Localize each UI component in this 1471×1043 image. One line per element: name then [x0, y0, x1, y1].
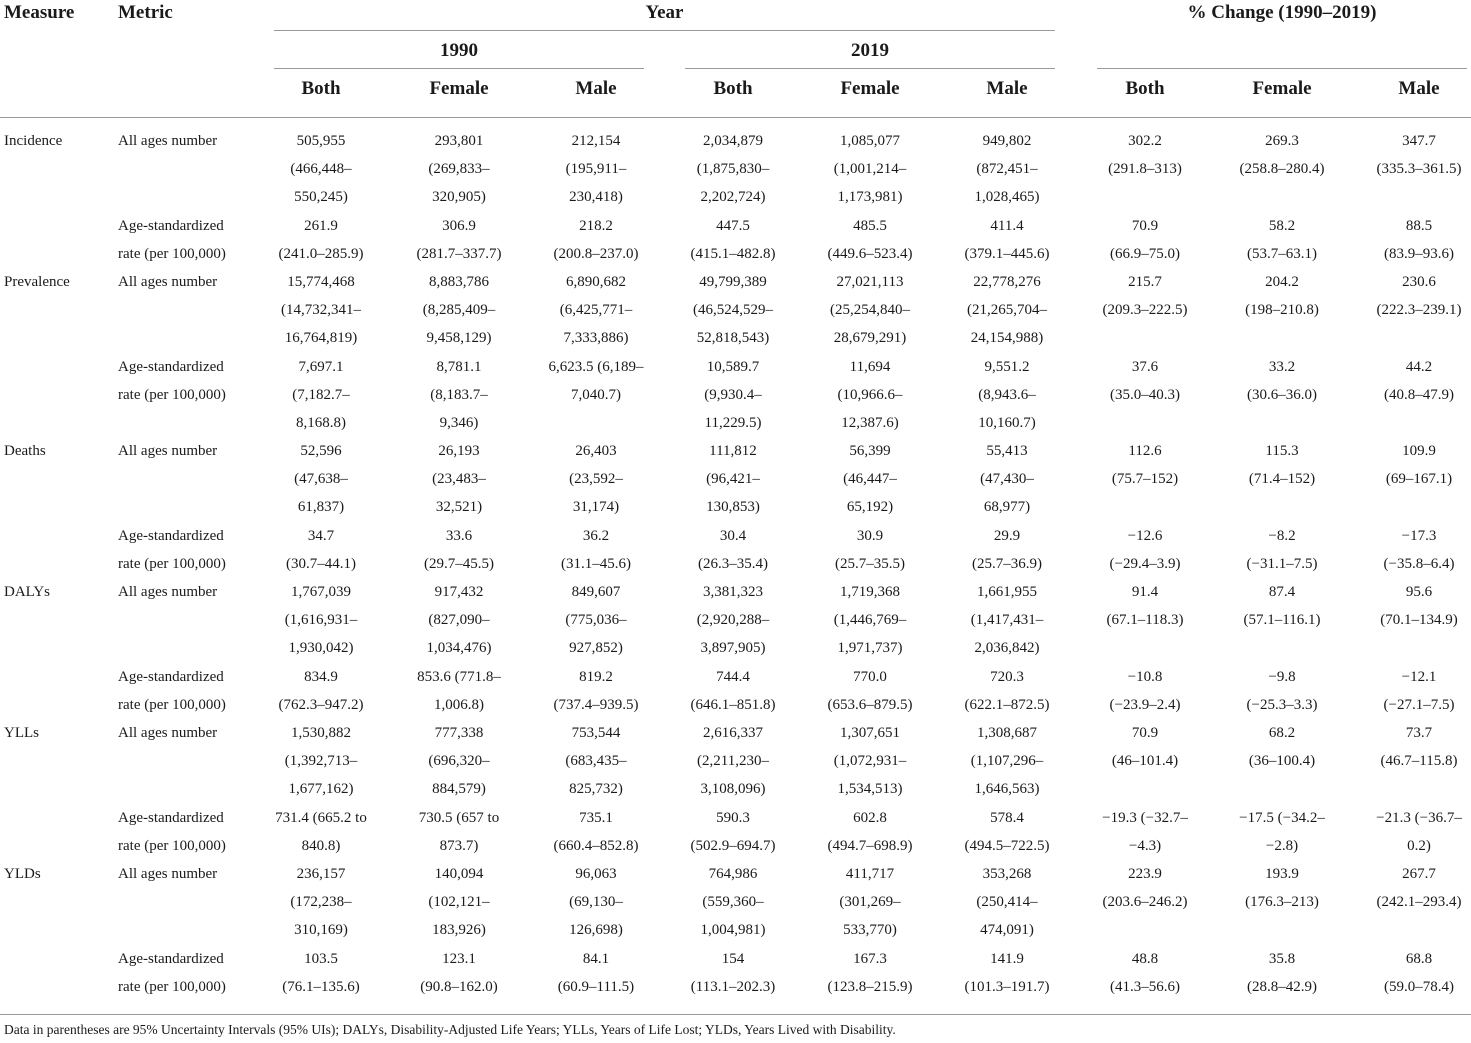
value-cell-2019-female: 411,717 (301,269– 533,770)	[839, 866, 901, 938]
value-cell-pct-female: 33.2 (30.6–36.0)	[1247, 359, 1317, 403]
value-cell-2019-female: 485.5 (449.6–523.4)	[827, 218, 913, 262]
measure-cell: Prevalence	[4, 274, 70, 290]
value-cell-1990-male: 26,403 (23,592– 31,174)	[569, 443, 623, 515]
value-cell-2019-male: 29.9 (25.7–36.9)	[972, 528, 1042, 572]
value-cell-2019-both: 30.4 (26.3–35.4)	[698, 528, 768, 572]
value-cell-pct-female: −9.8 (−25.3–3.3)	[1246, 669, 1318, 713]
header-2019-male: Male	[986, 78, 1028, 99]
value-cell-2019-female: 1,085,077 (1,001,214– 1,173,981)	[833, 133, 907, 205]
value-cell-1990-both: 834.9 (762.3–947.2)	[278, 669, 364, 713]
metric-cell: Age-standardized rate (per 100,000)	[118, 359, 226, 403]
value-cell-1990-female: 293,801 (269,833– 320,905)	[428, 133, 490, 205]
rule-pct-change	[1097, 68, 1467, 69]
value-cell-2019-male: 22,778,276 (21,265,704– 24,154,988)	[967, 274, 1047, 346]
header-bottom-rule	[0, 117, 1471, 118]
value-cell-1990-male: 735.1 (660.4–852.8)	[553, 810, 639, 854]
value-cell-pct-both: −12.6 (−29.4–3.9)	[1109, 528, 1181, 572]
header-pct-change: % Change (1990–2019)	[1187, 2, 1377, 23]
value-cell-pct-both: 112.6 (75.7–152)	[1111, 443, 1179, 487]
value-cell-pct-male: 109.9 (69–167.1)	[1385, 443, 1453, 487]
value-cell-2019-male: 578.4 (494.5–722.5)	[964, 810, 1050, 854]
value-cell-1990-female: 8,883,786 (8,285,409– 9,458,129)	[422, 274, 496, 346]
value-cell-pct-both: 70.9 (46–101.4)	[1111, 725, 1179, 769]
value-cell-1990-male: 36.2 (31.1–45.6)	[561, 528, 631, 572]
value-cell-1990-female: 123.1 (90.8–162.0)	[420, 951, 498, 995]
value-cell-pct-female: 68.2 (36–100.4)	[1248, 725, 1316, 769]
header-measure: Measure	[4, 2, 75, 23]
header-metric: Metric	[118, 2, 173, 23]
value-cell-1990-both: 731.4 (665.2 to 840.8)	[275, 810, 367, 854]
header-year-1990: 1990	[440, 40, 478, 61]
value-cell-1990-male: 84.1 (60.9–111.5)	[557, 951, 635, 995]
value-cell-pct-both: 70.9 (66.9–75.0)	[1110, 218, 1180, 262]
value-cell-2019-female: 1,307,651 (1,072,931– 1,534,513)	[833, 725, 907, 797]
value-cell-pct-male: 230.6 (222.3–239.1)	[1376, 274, 1462, 318]
value-cell-1990-female: 306.9 (281.7–337.7)	[416, 218, 502, 262]
value-cell-2019-both: 2,034,879 (1,875,830– 2,202,724)	[696, 133, 770, 205]
value-cell-1990-both: 1,530,882 (1,392,713– 1,677,162)	[284, 725, 358, 797]
value-cell-1990-female: 8,781.1 (8,183.7– 9,346)	[430, 359, 488, 431]
header-year-2019: 2019	[851, 40, 889, 61]
value-cell-2019-both: 10,589.7 (9,930.4– 11,229.5)	[704, 359, 762, 431]
metric-cell: Age-standardized rate (per 100,000)	[118, 810, 226, 854]
value-cell-2019-female: 1,719,368 (1,446,769– 1,971,737)	[833, 584, 907, 656]
value-cell-1990-both: 15,774,468 (14,732,341– 16,764,819)	[281, 274, 361, 346]
value-cell-2019-both: 590.3 (502.9–694.7)	[690, 810, 776, 854]
value-cell-1990-female: 777,338 (696,320– 884,579)	[428, 725, 490, 797]
measure-cell: Incidence	[4, 133, 63, 149]
header-2019-female: Female	[840, 78, 900, 99]
value-cell-pct-both: −19.3 (−32.7– −4.3)	[1102, 810, 1188, 854]
value-cell-1990-male: 96,063 (69,130– 126,698)	[569, 866, 623, 938]
value-cell-1990-male: 849,607 (775,036– 927,852)	[565, 584, 627, 656]
value-cell-pct-male: 88.5 (83.9–93.6)	[1384, 218, 1454, 262]
value-cell-pct-both: −10.8 (−23.9–2.4)	[1109, 669, 1181, 713]
value-cell-1990-female: 917,432 (827,090– 1,034,476)	[426, 584, 492, 656]
header-year: Year	[645, 2, 684, 23]
value-cell-2019-female: 11,694 (10,966.6– 12,387.6)	[837, 359, 903, 431]
rule-2019	[685, 68, 1055, 69]
value-cell-1990-both: 103.5 (76.1–135.6)	[282, 951, 360, 995]
metric-cell: Age-standardized rate (per 100,000)	[118, 669, 226, 713]
value-cell-pct-male: −17.3 (−35.8–6.4)	[1383, 528, 1455, 572]
value-cell-2019-both: 111,812 (96,421– 130,853)	[706, 443, 760, 515]
value-cell-2019-both: 2,616,337 (2,211,230– 3,108,096)	[697, 725, 769, 797]
value-cell-pct-female: −8.2 (−31.1–7.5)	[1246, 528, 1318, 572]
value-cell-2019-male: 411.4 (379.1–445.6)	[964, 218, 1050, 262]
value-cell-2019-male: 9,551.2 (8,943.6– 10,160.7)	[978, 359, 1036, 431]
value-cell-2019-female: 602.8 (494.7–698.9)	[827, 810, 913, 854]
header-2019-both: Both	[713, 78, 753, 99]
value-cell-pct-female: −17.5 (−34.2– −2.8)	[1239, 810, 1325, 854]
value-cell-1990-male: 212,154 (195,911– 230,418)	[565, 133, 627, 205]
table-bottom-rule	[0, 1014, 1471, 1015]
metric-cell: All ages number	[118, 866, 218, 882]
value-cell-1990-both: 1,767,039 (1,616,931– 1,930,042)	[284, 584, 358, 656]
value-cell-pct-female: 204.2 (198–210.8)	[1245, 274, 1319, 318]
value-cell-pct-both: 215.7 (209.3–222.5)	[1102, 274, 1188, 318]
value-cell-1990-male: 218.2 (200.8–237.0)	[553, 218, 639, 262]
value-cell-pct-both: 223.9 (203.6–246.2)	[1102, 866, 1188, 910]
value-cell-1990-female: 730.5 (657 to 873.7)	[418, 810, 500, 854]
value-cell-pct-female: 115.3 (71.4–152)	[1248, 443, 1316, 487]
value-cell-1990-both: 261.9 (241.0–285.9)	[278, 218, 364, 262]
value-cell-1990-male: 6,890,682 (6,425,771– 7,333,886)	[559, 274, 633, 346]
value-cell-1990-male: 753,544 (683,435– 825,732)	[565, 725, 627, 797]
value-cell-pct-male: 347.7 (335.3–361.5)	[1376, 133, 1462, 177]
value-cell-2019-male: 141.9 (101.3–191.7)	[964, 951, 1050, 995]
value-cell-pct-male: 73.7 (46.7–115.8)	[1380, 725, 1458, 769]
value-cell-2019-female: 167.3 (123.8–215.9)	[827, 951, 913, 995]
value-cell-1990-both: 52,596 (47,638– 61,837)	[294, 443, 348, 515]
value-cell-2019-male: 55,413 (47,430– 68,977)	[980, 443, 1034, 515]
value-cell-1990-female: 853.6 (771.8– 1,006.8)	[417, 669, 501, 713]
value-cell-1990-both: 236,157 (172,238– 310,169)	[290, 866, 352, 938]
value-cell-pct-male: −12.1 (−27.1–7.5)	[1383, 669, 1455, 713]
measure-cell: YLDs	[4, 866, 41, 882]
header-pct-both: Both	[1125, 78, 1165, 99]
metric-cell: All ages number	[118, 443, 218, 459]
rule-year	[274, 30, 1055, 31]
value-cell-pct-female: 193.9 (176.3–213)	[1245, 866, 1319, 910]
value-cell-2019-male: 1,661,955 (1,417,431– 2,036,842)	[970, 584, 1044, 656]
header-1990-female: Female	[429, 78, 489, 99]
measure-cell: Deaths	[4, 443, 46, 459]
metric-cell: Age-standardized rate (per 100,000)	[118, 951, 226, 995]
value-cell-1990-both: 34.7 (30.7–44.1)	[286, 528, 356, 572]
value-cell-1990-female: 26,193 (23,483– 32,521)	[432, 443, 486, 515]
value-cell-2019-both: 764,986 (559,360– 1,004,981)	[700, 866, 766, 938]
value-cell-1990-both: 505,955 (466,448– 550,245)	[290, 133, 352, 205]
value-cell-pct-both: 302.2 (291.8–313)	[1108, 133, 1182, 177]
value-cell-2019-male: 720.3 (622.1–872.5)	[964, 669, 1050, 713]
table-footnote: Data in parentheses are 95% Uncertainty Intervals (95% UIs); DALYs, Disability-Adjusted Life Years; YLLs, Years of Life Lost; YLDs, Years Lived with Disability.	[4, 1022, 896, 1037]
value-cell-2019-female: 30.9 (25.7–35.5)	[835, 528, 905, 572]
header-1990-both: Both	[301, 78, 341, 99]
value-cell-pct-female: 35.8 (28.8–42.9)	[1247, 951, 1317, 995]
value-cell-2019-both: 49,799,389 (46,524,529– 52,818,543)	[693, 274, 773, 346]
value-cell-2019-female: 56,399 (46,447– 65,192)	[843, 443, 897, 515]
header-1990-male: Male	[575, 78, 617, 99]
value-cell-pct-male: 95.6 (70.1–134.9)	[1380, 584, 1458, 628]
value-cell-2019-both: 154 (113.1–202.3)	[690, 951, 776, 995]
value-cell-pct-male: 68.8 (59.0–78.4)	[1384, 951, 1454, 995]
metric-cell: All ages number	[118, 725, 218, 741]
measure-cell: YLLs	[4, 725, 39, 741]
value-cell-pct-female: 58.2 (53.7–63.1)	[1247, 218, 1317, 262]
header-pct-male: Male	[1398, 78, 1440, 99]
value-cell-pct-male: −21.3 (−36.7– 0.2)	[1376, 810, 1462, 854]
value-cell-2019-male: 353,268 (250,414– 474,091)	[976, 866, 1038, 938]
rule-1990	[274, 68, 644, 69]
value-cell-2019-female: 770.0 (653.6–879.5)	[827, 669, 913, 713]
header-pct-female: Female	[1252, 78, 1312, 99]
metric-cell: All ages number	[118, 133, 218, 149]
value-cell-1990-female: 140,094 (102,121– 183,926)	[428, 866, 490, 938]
measure-cell: DALYs	[4, 584, 50, 600]
value-cell-2019-both: 447.5 (415.1–482.8)	[690, 218, 776, 262]
value-cell-pct-both: 91.4 (67.1–118.3)	[1106, 584, 1184, 628]
metric-cell: Age-standardized rate (per 100,000)	[118, 528, 226, 572]
value-cell-pct-male: 44.2 (40.8–47.9)	[1384, 359, 1454, 403]
metric-cell: All ages number	[118, 274, 218, 290]
value-cell-2019-male: 1,308,687 (1,107,296– 1,646,563)	[970, 725, 1044, 797]
metric-cell: All ages number	[118, 584, 218, 600]
value-cell-pct-both: 48.8 (41.3–56.6)	[1110, 951, 1180, 995]
value-cell-1990-male: 819.2 (737.4–939.5)	[553, 669, 639, 713]
metric-cell: Age-standardized rate (per 100,000)	[118, 218, 226, 262]
value-cell-1990-male: 6,623.5 (6,189– 7,040.7)	[548, 359, 644, 403]
value-cell-2019-female: 27,021,113 (25,254,840– 28,679,291)	[830, 274, 910, 346]
value-cell-2019-both: 3,381,323 (2,920,288– 3,897,905)	[696, 584, 770, 656]
value-cell-pct-both: 37.6 (35.0–40.3)	[1110, 359, 1180, 403]
value-cell-pct-female: 269.3 (258.8–280.4)	[1239, 133, 1325, 177]
value-cell-pct-male: 267.7 (242.1–293.4)	[1376, 866, 1462, 910]
value-cell-1990-both: 7,697.1 (7,182.7– 8,168.8)	[292, 359, 350, 431]
value-cell-2019-both: 744.4 (646.1–851.8)	[690, 669, 776, 713]
value-cell-pct-female: 87.4 (57.1–116.1)	[1243, 584, 1321, 628]
value-cell-2019-male: 949,802 (872,451– 1,028,465)	[974, 133, 1040, 205]
value-cell-1990-female: 33.6 (29.7–45.5)	[424, 528, 494, 572]
